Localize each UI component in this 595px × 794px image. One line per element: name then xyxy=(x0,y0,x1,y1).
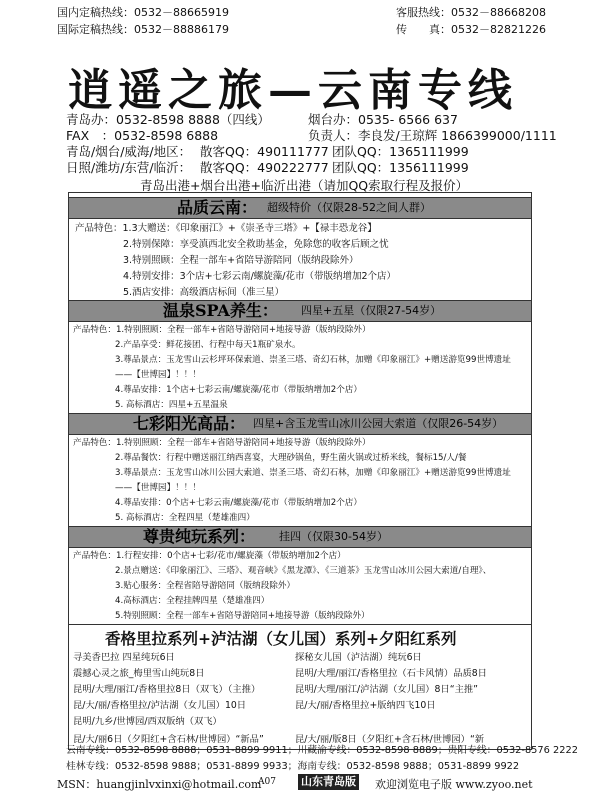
section-title-shangrila: 香格里拉系列+泸沽湖（女儿国）系列+夕阳红系列 xyxy=(105,629,457,648)
section-subtitle: 超级特价（仅限28-52之间人群） xyxy=(267,201,431,214)
page-title: 逍遥之旅—云南专线 xyxy=(68,65,518,116)
list-item: 产品特色：1.特别照顾：全程一部车+省陪导游陪同+地接导游（版纳段除外） xyxy=(73,325,371,335)
section-bar-quality xyxy=(69,197,531,219)
yantai-office: 烟台办：0535- 6566 637 xyxy=(308,112,458,127)
route-item: 昆明/大理/丽江/香格里拉8日（双飞）（主推） xyxy=(73,684,261,695)
list-item: 4.尊品安排：1个店+七彩云南/螺旋藻/花市（带版纳增加2个店） xyxy=(115,385,362,395)
route-item: 昆明/大理/丽江/香格里拉（石卡风情）品质8日 xyxy=(295,668,487,679)
list-item: ——【世博园】！！！ xyxy=(115,370,201,380)
list-item: 4.特别安排：3个店+七彩云南/螺旋藻/花市（带版纳增加2个店） xyxy=(123,271,397,282)
welcome-text: 欢迎浏览电子版 www.zyoo.net xyxy=(375,778,533,791)
route-item: 昆/大/丽/香格里拉+版纳四飞10日 xyxy=(295,700,436,711)
list-item: 3.特别照顾：全程一部车+省陪导游陪同（版纳段除外） xyxy=(123,255,359,266)
list-item: 5. 高标酒店：四星+五星温泉 xyxy=(115,400,228,410)
list-item: 2.产品享受：鲜花接团、行程中每天1瓶矿泉水。 xyxy=(115,340,301,350)
office-fax: FAX ：0532-8598 6888 xyxy=(66,128,219,143)
product-list xyxy=(68,192,532,750)
qq2-team-number: 团队QQ：1356111999 xyxy=(332,160,469,175)
service-hotline: 客服热线：0532－88668208 xyxy=(396,6,546,19)
list-item: 4.高标酒店：全程挂牌四星（楚雄准四） xyxy=(115,596,270,606)
section-title: 品质云南： xyxy=(177,198,258,217)
international-hotline: 国际定稿热线：0532－88886179 xyxy=(57,23,229,36)
route-item: 昆明/九乡/世博园/西双版纳（双飞） xyxy=(73,716,222,727)
section-title: 尊贵纯玩系列： xyxy=(143,527,256,546)
list-item: 4.尊品安排：0个店+七彩云南/螺旋藻/花市（带版纳增加2个店） xyxy=(115,498,362,508)
qq1-area: 青岛/烟台/威海/地区： xyxy=(66,144,192,159)
route-item: 昆/大/丽/版8日（夕阳红+含石林/世博园）“新 xyxy=(295,734,485,745)
list-item: 5.特别照顾：全程一部车+省陪导游陪同+地接导游（版纳段除外） xyxy=(115,611,370,621)
qingdao-office: 青岛办：0532-8598 8888（四线） xyxy=(66,112,270,127)
section-bar-premium xyxy=(69,526,531,548)
list-item: ——【世博园】！！！ xyxy=(115,483,201,493)
page-number: A07 xyxy=(258,777,276,787)
section-divider xyxy=(69,624,531,625)
departure-ports: 青岛出港+烟台出港+临沂出港（请加QQ索取行程及报价） xyxy=(140,178,469,193)
section-title: 温泉SPA养生： xyxy=(163,301,278,320)
fax-hotline: 传 真：0532－82821226 xyxy=(396,23,546,36)
section-bar-sunshine xyxy=(69,413,531,435)
footer-line-1: 云南专线：0532-8598 8888；0531-8899 9911；川藏渝专线：0532-8598 8889；贵阳专线：0532-8576 2222 xyxy=(66,745,578,756)
list-item: 2.特别保障：享受滇西北安全救助基金，免除您的收客后顾之忧 xyxy=(123,239,389,250)
list-item: 产品特色：1.行程安排：0个店+七彩/花市/螺旋藻（带版纳增加2个店） xyxy=(73,551,346,561)
route-item: 寻美香巴拉 四星纯玩6日 xyxy=(73,652,175,663)
route-item: 探秘女儿国（泸沽湖）纯玩6日 xyxy=(295,652,422,663)
qq1-team-number: 团队QQ：1365111999 xyxy=(332,144,469,159)
section-subtitle: 四星+含玉龙雪山冰川公园大索道（仅限26-54岁） xyxy=(253,417,504,430)
office-manager: 负责人：李良发/王琼辉 1866399000/1111 xyxy=(308,128,557,143)
list-item: 3.贴心服务：全程省陪导游陪同（版纳段除外） xyxy=(115,581,296,591)
section-bar-spa xyxy=(69,300,531,322)
domestic-hotline: 国内定稿热线：0532－88665919 xyxy=(57,6,229,19)
list-item: 5.酒店安排：高级酒店标间（准三星） xyxy=(123,287,285,298)
msn-contact: MSN：huangjinlvxinxi@hotmail.com xyxy=(57,778,262,791)
route-item: 昆/大/丽6日（夕阳红+含石林/世博园）“新品” xyxy=(73,734,264,745)
section-subtitle: 四星+五星（仅限27-54岁） xyxy=(301,304,442,317)
section-title: 七彩阳光高品： xyxy=(133,414,246,433)
route-item: 震撼心灵之旅_梅里雪山纯玩8日 xyxy=(73,668,205,679)
list-item: 5. 高标酒店：全程四星（楚雄准四） xyxy=(115,513,255,523)
qq1-number: 散客QQ：490111777 xyxy=(200,144,329,159)
qq2-area: 日照/潍坊/东营/临沂： xyxy=(66,160,192,175)
qq2-number: 散客QQ：490222777 xyxy=(200,160,329,175)
list-item: 产品特色：1.3大赠送：《印象丽江》+《崇圣寺三塔》+【禄丰恐龙谷】 xyxy=(75,223,377,234)
route-item: 昆明/大理/丽江/泸沽湖（女儿国）8日“主推” xyxy=(295,684,478,695)
footer-line-2: 桂林专线：0532-8598 9888；0531-8899 9933；海南专线：0532-8598 9888；0531-8899 9922 xyxy=(66,761,520,772)
section-subtitle: 挂四（仅限30-54岁） xyxy=(279,530,388,543)
list-item: 3.尊品景点：玉龙雪山冰川公园大索道、崇圣三塔、奇幻石林，加赠《印象丽江》+赠送游览99世博遗址 xyxy=(115,468,511,478)
edition-banner: 山东青岛版 xyxy=(298,774,359,790)
route-item: 昆/大/丽/香格里拉/泸沽湖（女儿国）10日 xyxy=(73,700,247,711)
list-item: 2.景点赠送：《印象丽江》、三塔》、观音峡》《黑龙潭》、《三道茶》玉龙雪山冰川公园大索道/自理》、 xyxy=(115,566,492,576)
list-item: 2.尊品餐饮：行程中赠送丽江纳西喜宴，大理砂锅鱼，野生菌火锅或过桥米线，餐标15/人/餐 xyxy=(115,453,467,463)
list-item: 产品特色：1.特别照顾：全程一部车+省陪导游陪同+地接导游（版纳段除外） xyxy=(73,438,371,448)
list-item: 3.尊品景点：玉龙雪山云杉坪环保索道、崇圣三塔、奇幻石林，加赠《印象丽江》+赠送游览99世博遗址 xyxy=(115,355,511,365)
